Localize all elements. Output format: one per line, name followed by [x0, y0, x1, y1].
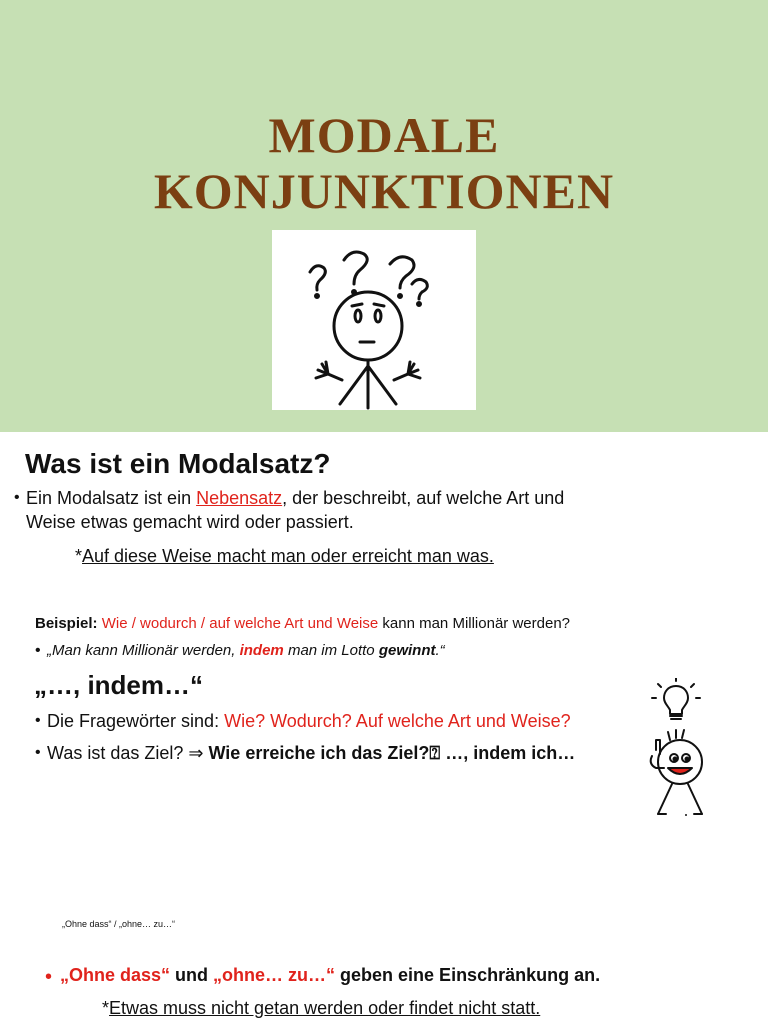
note-text: Auf diese Weise macht man oder erreicht man was.	[82, 546, 494, 566]
title-slide	[0, 0, 768, 432]
ohne-dass-term: „Ohne dass“	[60, 965, 171, 985]
nebensatz-term: Nebensatz	[196, 488, 283, 508]
content-slide	[0, 432, 768, 1024]
goal-label: Was ist das Ziel? ⇒	[47, 743, 209, 763]
quote-middle: man im Lotto	[283, 642, 379, 659]
goal-bold: Wie erreiche ich das Ziel?	[208, 743, 430, 763]
definition-before: Ein Modalsatz ist ein	[26, 488, 197, 508]
quote-open: „Man kann Millionär werden,	[47, 642, 240, 659]
bullet-dot: •	[35, 642, 41, 659]
ohne-note-text: Etwas muss nicht getan werden oder findet nicht statt.	[109, 998, 541, 1018]
bullet-dot: •	[35, 712, 41, 729]
definition-line-2: Weise etwas gemacht wird oder passiert.	[26, 512, 354, 532]
bullet-dot: •	[35, 744, 41, 761]
quote-verb: gewinnt	[378, 642, 436, 659]
example-colon: :	[92, 615, 102, 632]
quote-close: .“	[435, 642, 445, 659]
indem-heading: „…, indem…“	[34, 670, 204, 700]
example-label: Beispiel	[35, 615, 93, 632]
question-words: Wie? Wodurch? Auf welche Art und Weise?	[224, 711, 571, 731]
ohne-bullet-line	[60, 963, 600, 987]
definition-note	[75, 544, 494, 568]
ohne-note-prefix: *	[102, 998, 110, 1018]
example-question	[35, 615, 570, 632]
box-glyph: ⍰	[429, 743, 441, 763]
lightbulb-idea-figure-icon	[636, 678, 716, 818]
example-question-rest: kann man Millionär werden?	[378, 615, 570, 632]
note-prefix: *	[75, 546, 83, 566]
bullet-dot: •	[14, 489, 20, 506]
example-quote	[47, 642, 445, 659]
definition-after: , der beschreibt, auf welche Art und	[282, 488, 565, 508]
example-question-red: Wie / wodurch / auf welche Art und Weise	[101, 615, 379, 632]
ohne-small-caption: „Ohne dass“ / „ohne… zu…“	[62, 919, 176, 929]
section-heading: Was ist ein Modalsatz?	[25, 448, 331, 479]
question-words-line	[47, 709, 617, 733]
ohne-note	[102, 996, 540, 1020]
definition-line-1	[26, 486, 564, 510]
quote-keyword: indem	[239, 642, 284, 659]
question-words-label: Die Fragewörter sind:	[47, 711, 225, 731]
ohne-mid: und	[170, 965, 214, 985]
goal-rest: …, indem ich…	[440, 743, 576, 763]
title-line-2: KONJUNKTIONEN	[153, 163, 615, 219]
bullet-dot: •	[45, 966, 53, 988]
ohne-rest: geben eine Einschränkung an.	[335, 965, 601, 985]
goal-line	[47, 741, 575, 765]
title-line-1: MODALE	[268, 107, 500, 163]
confused-stick-figure-icon	[272, 230, 476, 410]
ohne-zu-term: „ohne… zu…“	[213, 965, 336, 985]
